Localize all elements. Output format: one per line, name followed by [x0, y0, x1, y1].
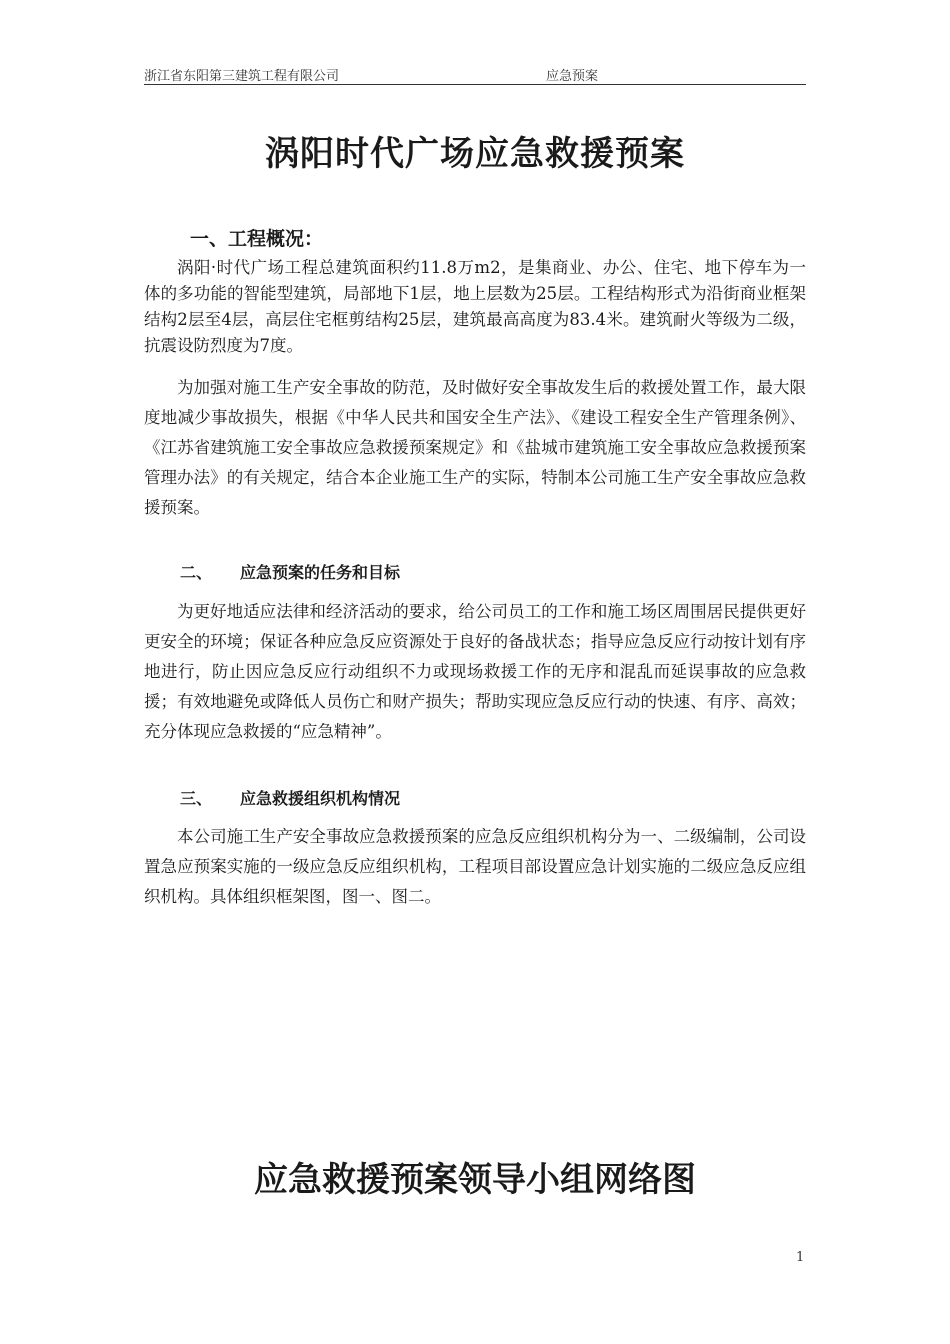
header-company-name: 浙江省东阳第三建筑工程有限公司 [144, 69, 340, 84]
page-number: 1 [796, 1250, 805, 1265]
paragraph-organization: 本公司施工生产安全事故应急救援预案的应急反应组织机构分为一、二级编制，公司设置急应预案实施的一级应急反应组织机构，工程项目部设置应急计划实施的二级应急反应组织机构。具体组织框架图，图一、图二。 [144, 827, 806, 906]
document-title: 涡阳时代广场应急救援预案 [265, 134, 685, 174]
section-number: 三、 [180, 789, 213, 808]
page-header [144, 64, 806, 85]
paragraph-project-overview: 涡阳·时代广场工程总建筑面积约11.8万m2，是集商业、办公、住宅、地下停车为一体的多功能的智能型建筑，局部地下1层，地上层数为25层。工程结构形式为沿街商业框架结构2层至4层，高层住宅框剪结构25层，建筑最高高度为83.4米。建筑耐火等级为二级，抗震设防烈度为7度。 [144, 258, 806, 355]
section-heading-organization [180, 786, 400, 809]
section-heading-text: 应急救援组织机构情况 [240, 789, 401, 808]
section-heading-tasks-goals [180, 560, 400, 583]
header-document-type: 应急预案 [546, 69, 599, 84]
section-heading-text: 应急预案的任务和目标 [240, 563, 401, 582]
paragraph-tasks-goals: 为更好地适应法律和经济活动的要求，给公司员工的工作和施工场区周围居民提供更好更安全的环境；保证各种应急反应资源处于良好的备战状态；指导应急反应行动按计划有序地进行，防止因应急反应行动组织不力或现场救援工作的无序和混乱而延误事故的应急救援；有效地避免或降低人员伤亡和财产损失；帮助实现应急反应行动的快速、有序、高效；充分体现应急救援的“应急精神”。 [144, 602, 806, 741]
section-heading-project-overview: 一、工程概况： [190, 228, 324, 250]
section-number: 二、 [180, 563, 213, 582]
network-chart-title: 应急救援预案领导小组网络图 [254, 1160, 696, 1200]
paragraph-purpose: 为加强对施工生产安全事故的防范，及时做好安全事故发生后的救援处置工作，最大限度地减少事故损失，根据《中华人民共和国安全生产法》、《建设工程安全生产管理条例》、《江苏省建筑施工安全事故应急救援预案规定》和《盐城市建筑施工安全事故应急救援预案管理办法》的有关规定，结合本企业施工生产的实际，特制本公司施工生产安全事故应急救援预案。 [144, 378, 806, 517]
